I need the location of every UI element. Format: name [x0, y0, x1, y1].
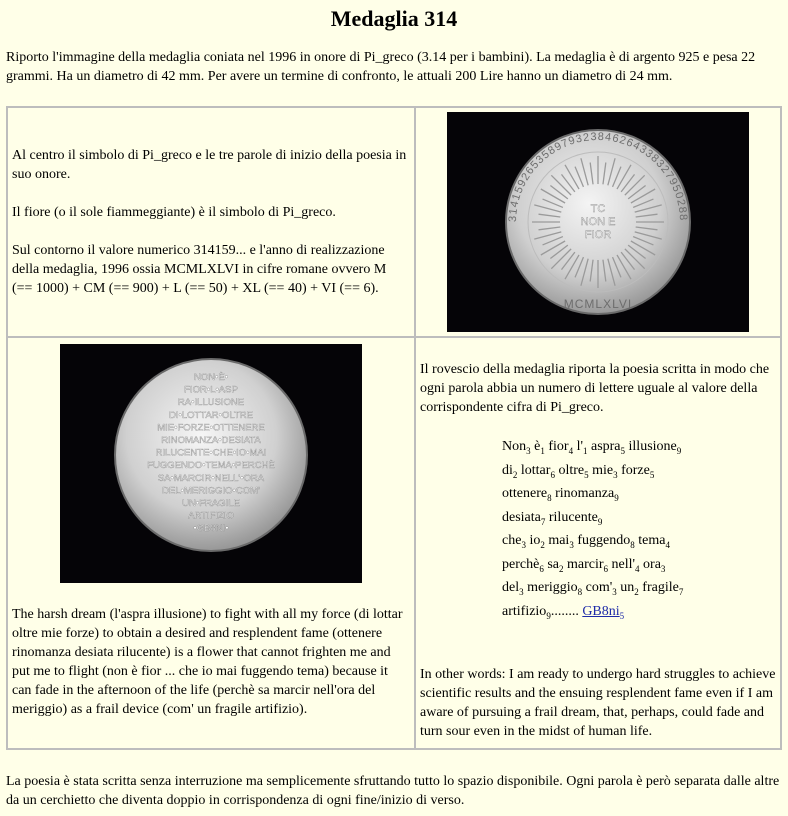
- poem-digit: 8: [630, 540, 635, 550]
- poem-digit: 3: [660, 563, 666, 574]
- poem-word: ora: [643, 556, 661, 572]
- poem-digit: 6: [603, 563, 609, 574]
- poem-digit: 6: [539, 563, 544, 574]
- poem-digit: 9: [676, 446, 682, 456]
- poem-word: fuggendo: [577, 533, 631, 548]
- coin-poem-line: FUGGENDO•TEMA•PERCHÈ: [147, 460, 275, 472]
- poem-word: tema: [638, 533, 666, 548]
- poem-word: lottar: [520, 462, 551, 478]
- page-title: Medaglia 314: [330, 6, 458, 31]
- poem-word: io: [529, 533, 541, 548]
- poem-digit: 5: [649, 469, 655, 480]
- poem-digit: 2: [558, 563, 564, 574]
- poem-digit: 9: [614, 493, 619, 503]
- poem-word: oltre: [558, 462, 585, 478]
- poem-digit: 3: [612, 587, 617, 597]
- poem-line: [502, 576, 776, 600]
- poem-digit: 5: [584, 469, 589, 480]
- medal-back-image: [60, 344, 362, 583]
- footer-note: La poesia è stata scritta senza interruzione ma semplicemente sfruttando tutto lo spazio disponibile. Ogni parola è però separata dalle altre da un cerchietto che diventa doppio in corrispondenza di ogni fine/inizio di verso.: [6, 774, 780, 808]
- coin-center-line-1: TC: [590, 203, 606, 215]
- poem-word: l': [576, 439, 583, 454]
- poem-digit: 3: [569, 540, 574, 550]
- poem-word: fragile: [642, 580, 679, 595]
- coin-poem-line: UN•FRAGILE: [182, 498, 240, 509]
- poem-word: ottenere: [502, 486, 548, 501]
- poem-word: mai: [548, 533, 570, 548]
- poem-digit: 1: [582, 446, 588, 456]
- front-description-3: Sul contorno il valore numerico 314159... e l'anno di realizzazione della medaglia, 1996 ossia MCMLXLVI in cifre romane ovvero M (== 1000) + CM (== 900) + L (== 50) + XL (== 40) + VI (== 6).: [12, 243, 387, 296]
- gb8ni-link-text: GB8ni: [582, 603, 620, 619]
- english-translation: The harsh dream (l'aspra illusione) to fight with all my force (di lottar oltre mie forze) to obtain a desired and resplendent fame (ottenere rinomanza desiata rilucente) is a flower that cannot frighten me and put me to flight (non è fior ... che io mai fuggendo tema) because it can fade in the afternoon of the life (perchè sa marcir nell'ora del meriggio) as a frail device (com' un fragile artifizio).: [12, 607, 403, 717]
- coin-poem-line: MIE•FORZE•OTTENERE: [157, 422, 265, 434]
- poem-word: rinomanza: [555, 486, 615, 501]
- poem-digit: 3: [526, 446, 531, 456]
- poem-word: un: [620, 580, 635, 595]
- poem-digit: 5: [620, 446, 626, 456]
- poem-line: [502, 529, 776, 553]
- poem-digit: 4: [665, 540, 670, 550]
- poem-digit: 9: [597, 516, 603, 527]
- back-description: Il rovescio della medaglia riporta la poesia scritta in modo che ogni parola abbia un numero di lettere uguale al valore della corrispondente cifra di Pi_greco.: [420, 362, 770, 415]
- poem-word: sa: [547, 556, 559, 572]
- poem-digit: 4: [635, 563, 640, 574]
- poem-dots: ........: [550, 603, 579, 619]
- coin-poem-line: RINOMANZA•DESIATA: [161, 435, 261, 446]
- coin-poem-line: DI•LOTTAR•OLTRE: [169, 409, 253, 421]
- front-description-cell: [7, 107, 415, 337]
- poem-digit: 7: [540, 516, 546, 527]
- poem-word: fior: [548, 439, 569, 454]
- poem-digit: 6: [550, 469, 555, 480]
- other-words-paragraph: In other words: I am ready to undergo hard struggles to achieve scientific results and the ensuing resplendent fame even if I am aware of pursuing a frail dream, that, perhaps, could fade and turn sour even in the midst of human life.: [420, 667, 776, 739]
- coin-poem-line: ARTIFIZIO: [188, 510, 234, 522]
- poem-digit: 3: [613, 469, 618, 480]
- medal-table: [6, 106, 782, 750]
- poem-word: è: [534, 439, 541, 454]
- poem-word: Non: [502, 439, 527, 454]
- poem-word: desiata: [502, 509, 541, 525]
- poem-word: meriggio: [527, 580, 578, 595]
- poem-word: illusione: [628, 439, 677, 454]
- poem-digit: 2: [540, 540, 545, 550]
- poem-digit: 2: [512, 469, 518, 480]
- coin-poem-line: NON•È•: [193, 372, 229, 383]
- gb8ni-link-digit: 5: [619, 610, 625, 621]
- poem-word: artifizio: [502, 603, 547, 619]
- coin-poem-line: RILUCENTE•CHE•IO•MAI: [155, 447, 267, 459]
- poem-word: aspra: [590, 439, 621, 454]
- coin-poem-line: •GB8NI•: [193, 523, 229, 535]
- poem-digit: 9: [546, 610, 551, 621]
- coin-year: MCMLXLVI: [563, 297, 633, 311]
- poem-digit: 3: [521, 540, 526, 550]
- poem-digit: 4: [568, 446, 574, 456]
- poem-word: rilucente: [548, 509, 598, 525]
- poem-word: mie: [592, 462, 614, 478]
- gb8ni-link[interactable]: [582, 604, 624, 619]
- back-image-cell: [7, 337, 415, 749]
- poem-word: di: [502, 462, 513, 478]
- poem-word: perchè: [502, 556, 540, 572]
- coin-rim-digits: 314159265358979323846264338327950288: [506, 130, 690, 223]
- poem-digit: 1: [540, 446, 545, 456]
- poem-digit: 8: [577, 587, 583, 597]
- coin-center-line-2: NON E: [580, 216, 616, 228]
- poem-line: [502, 553, 776, 577]
- back-description-cell: [415, 337, 781, 749]
- poem-word: che: [502, 533, 522, 548]
- medal-front-svg: [447, 112, 749, 332]
- coin-poem-line: RA•ILLUSIONE: [177, 397, 245, 409]
- poem-digit: 8: [547, 493, 552, 503]
- poem-line: [502, 600, 776, 624]
- poem-word: del: [502, 580, 520, 595]
- poem-line: [502, 506, 776, 530]
- coin-center-line-3: FIOR: [584, 229, 612, 241]
- intro-paragraph: Riporto l'immagine della medaglia coniata nel 1996 in onore di Pi_greco (3.14 per i bambini). La medaglia è di argento 925 e pesa 22 grammi. Ha un diametro di 42 mm. Per avere un termine di confronto, le attuali 200 Lire hanno un diametro di 24 mm.: [6, 50, 756, 84]
- front-description-2: Il fiore (o il sole fiammeggiante) è il simbolo di Pi_greco.: [12, 205, 336, 220]
- poem-word: com': [585, 580, 613, 595]
- poem-digit: 3: [519, 587, 524, 597]
- poem-line: [502, 482, 776, 506]
- coin-poem-line: FIOR•L•ASP: [184, 384, 238, 396]
- coin-poem-line: DEL•MERIGGIO•COM': [162, 485, 260, 497]
- poem-word: forze: [621, 462, 650, 478]
- front-description-1: Al centro il simbolo di Pi_greco e le tre parole di inizio della poesia in suo onore.: [12, 148, 407, 182]
- poem-digit: 2: [634, 587, 639, 597]
- pi-poem: [502, 435, 776, 623]
- poem-word: marcir: [566, 556, 604, 572]
- poem-word: nell': [611, 556, 636, 572]
- poem-digit: 7: [678, 587, 684, 597]
- poem-line: [502, 435, 776, 459]
- medal-back-svg: [60, 344, 362, 583]
- coin-poem-line: SA•MARCIR•NELL'•ORA: [157, 472, 265, 484]
- front-image-cell: [415, 107, 781, 337]
- poem-line: [502, 459, 776, 483]
- medal-front-image: [447, 112, 749, 332]
